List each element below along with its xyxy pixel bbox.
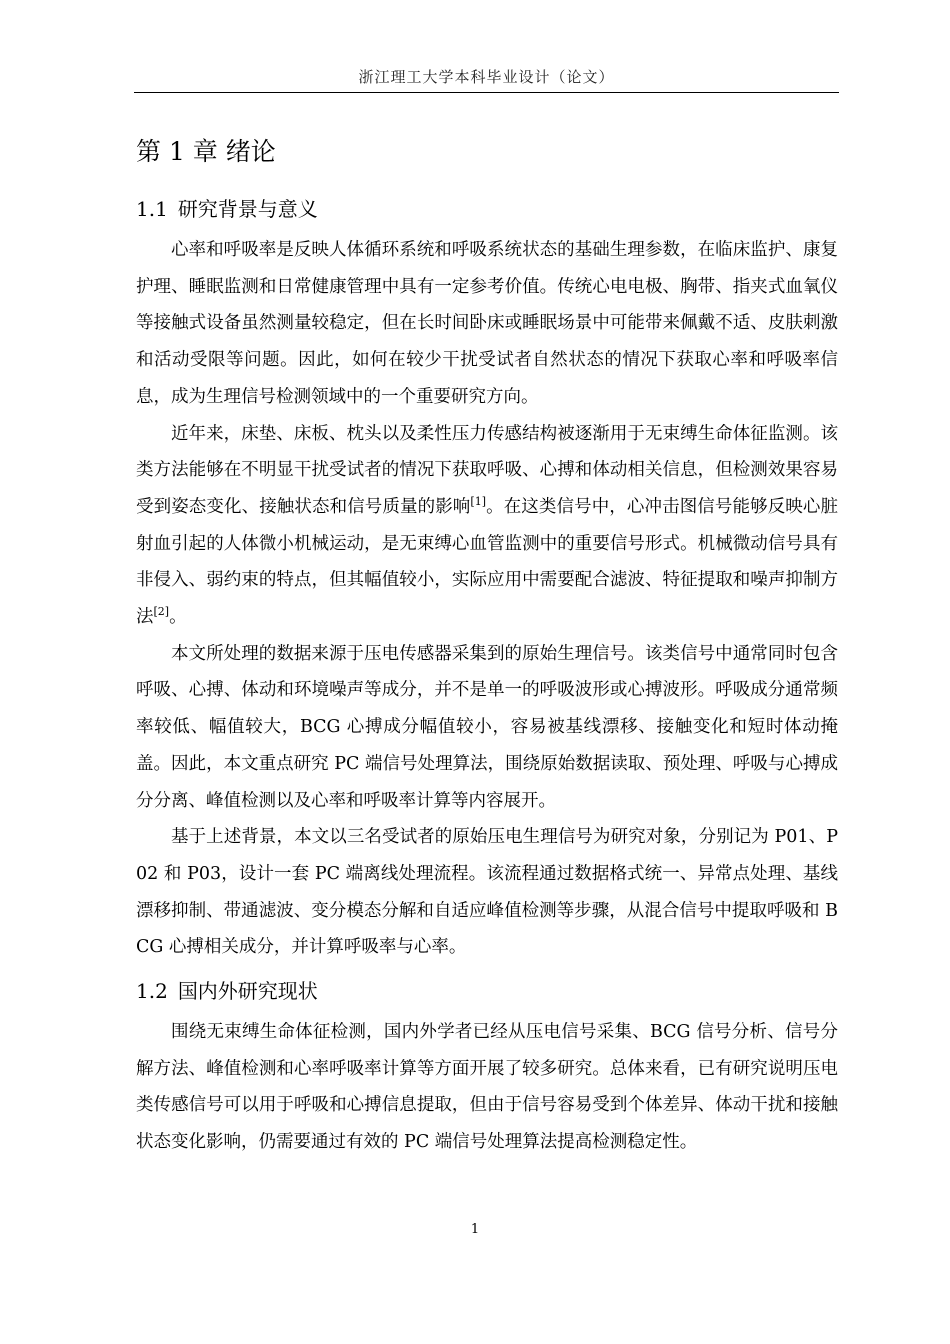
citation-1: [1]	[470, 495, 486, 509]
section-heading-1-1	[136, 192, 838, 226]
paragraph-4: 基于上述背景，本文以三名受试者的原始压电生理信号为研究对象，分别记为 P01、P02 和 P03，设计一套 PC 端离线处理流程。该流程通过数据格式统一、异常点处理、基线漂移抑制、带通滤波、变分模态分解和自适应峰值检测等步骤，从混合信号中提取呼吸和 BCG 心搏相关成分，并计算呼吸率与心率。	[136, 827, 838, 958]
paragraph-2-text-b: 。在这类信号中，心冲击图信号能够反映心脏射血引起的人体微小机械运动，是无束缚心血管监测中的重要信号形式。机械微动信号具有非侵入、弱约束的特点，但其幅值较小，实际应用中需要配合滤波、特征提取和噪声抑制方法	[136, 496, 839, 628]
page-body	[136, 132, 838, 1161]
section-title: 研究背景与意义	[177, 197, 318, 221]
paragraph-2-text-c: 。	[169, 607, 187, 628]
section-title: 国内外研究现状	[177, 979, 318, 1004]
running-header: 浙江理工大学本科毕业设计（论文）	[358, 68, 615, 86]
paragraph-3: 本文所处理的数据来源于压电传感器采集到的原始生理信号。该类信号中通常同时包含呼吸、心搏、体动和环境噪声等成分，并不是单一的呼吸波形或心搏波形。呼吸成分通常频率较低、幅值较大，BCG 心搏成分幅值较小，容易被基线漂移、接触变化和短时体动掩盖。因此，本文重点研究 PC 端信号处理算法，围绕原始数据读取、预处理、呼吸与心搏成分分离、峰值检测以及心率和呼吸率计算等内容展开。	[136, 643, 838, 811]
section-heading-1-2	[136, 974, 838, 1008]
page-number: 1	[470, 1222, 480, 1237]
header-rule	[134, 92, 839, 93]
paragraph-5: 围绕无束缚生命体征检测，国内外学者已经从压电信号采集、BCG 信号分析、信号分解方法、峰值检测和心率呼吸率计算等方面开展了较多研究。总体来看，已有研究说明压电类传感信号可以用于呼吸和心搏信息提取，但由于信号容易受到个体差异、体动干扰和接触状态变化影响，仍需要通过有效的 PC 端信号处理算法提高检测稳定性。	[136, 1022, 838, 1153]
paragraph-2-text-a: 近年来，床垫、床板、枕头以及柔性压力传感结构被逐渐用于无束缚生命体征监测。该类方法能够在不明显干扰受试者的情况下获取呼吸、心搏和体动相关信息，但检测效果容易受到姿态变化、接触状态和信号质量的影响	[136, 423, 838, 517]
citation-2: [2]	[153, 605, 170, 619]
section-number: 1.2	[136, 979, 168, 1004]
section-number: 1.1	[136, 197, 168, 221]
paragraph-1: 心率和呼吸率是反映人体循环系统和呼吸系统状态的基础生理参数，在临床监护、康复护理、睡眠监测和日常健康管理中具有一定参考价值。传统心电电极、胸带、指夹式血氧仪等接触式设备虽然测量较稳定，但在长时间卧床或睡眠场景中可能带来佩戴不适、皮肤刺激和活动受限等问题。因此，如何在较少干扰受试者自然状态的情况下获取心率和呼吸率信息，成为生理信号检测领域中的一个重要研究方向。	[136, 240, 838, 407]
paragraph-2	[136, 416, 838, 636]
chapter-title: 第 1 章 绪论	[136, 137, 276, 166]
